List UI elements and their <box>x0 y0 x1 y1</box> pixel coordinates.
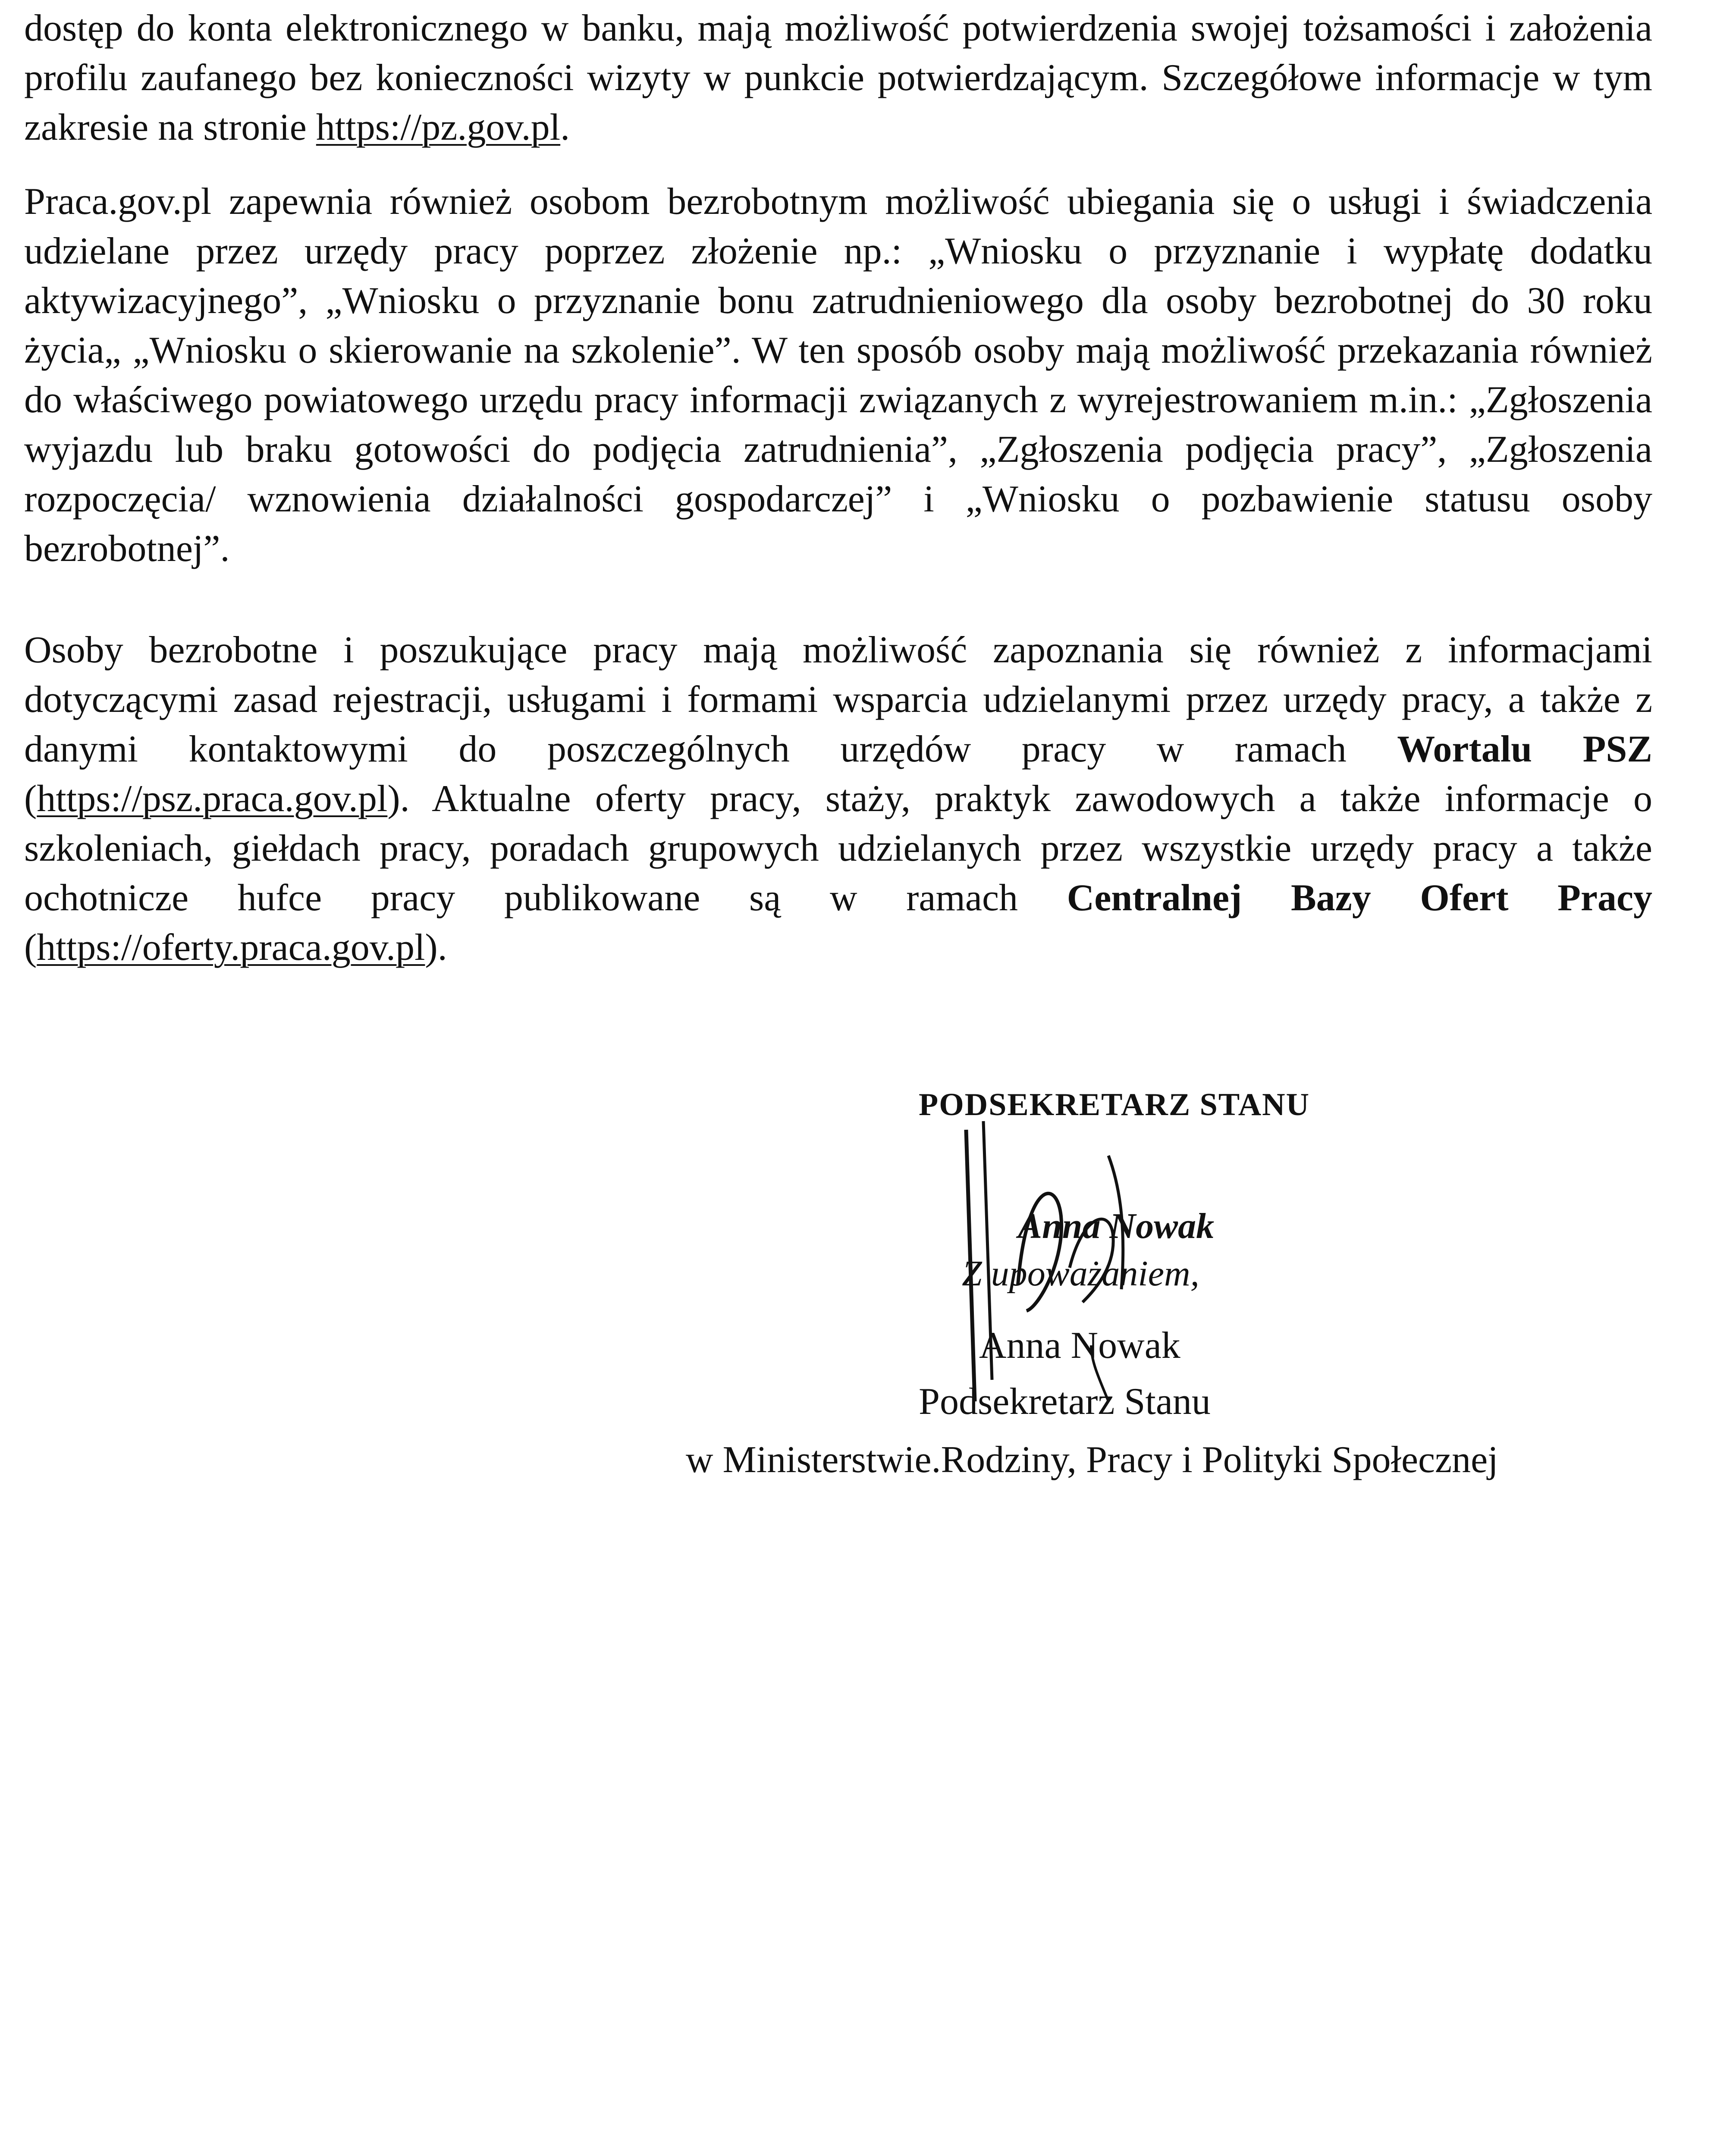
p3-part1: Osoby bezrobotne i poszukujące pracy mają możliwość zapoznania się również z informacjami dotyczącymi zasad rejestracji, usługami i formami wsparcia udzielanymi przez urzędy pracy, a także z danymi kontaktowymi do poszczególnych urzędów pracy w ramach <box>24 629 1652 770</box>
signer-name: Anna Nowak <box>979 1325 1180 1366</box>
paragraph-wortal-psz <box>24 625 1652 972</box>
pz-gov-link[interactable]: https://pz.gov.pl <box>316 107 561 148</box>
p3-part2: ( <box>24 778 37 820</box>
stamp-name: Anna Nowak <box>1018 1206 1215 1246</box>
paragraph-profil-zaufany <box>24 3 1652 152</box>
p1-text: dostęp do konta elektronicznego w banku, mają możliwość potwierdzenia swojej tożsamości i założenia profilu zaufanego bez konieczności wizyty w punkcie potwierdzającym. Szczegółowe informacje w tym zakresie na stronie <box>24 7 1652 148</box>
p3-part4: ( <box>24 927 37 968</box>
wortal-psz-bold: Wortalu PSZ <box>1397 728 1652 770</box>
signer-organization: w Ministerstwie.Rodziny, Pracy i Polityki Społecznej <box>686 1439 1498 1481</box>
p2-text: Praca.gov.pl zapewnia również osobom bezrobotnym możliwość ubiegania się o usługi i świadczenia udzielane przez urzędy pracy poprzez złożenie np.: „Wniosku o przyznanie i wypłatę dodatku aktywizacyjnego”, „Wniosku o przyznanie bonu zatrudnieniowego dla osoby bezrobotnej do 30 roku życia„ „Wniosku o skierowanie na szkolenie”. W ten sposób osoby mają możliwość przekazania również do właściwego powiatowego urzędu pracy informacji związanych z wyrejestrowaniem m.in.: „Zgłoszenia wyjazdu lub braku gotowości do podjęcia zatrudnienia”, „Zgłoszenia podjęcia pracy”, „Zgłoszenia rozpoczęcia/ wznowienia działalności gospodarczej” i „Wniosku o pozbawienie statusu osoby bezrobotnej”. <box>24 181 1652 570</box>
p1-end: . <box>560 107 570 148</box>
stamp-regards: Z upoważaniem, <box>962 1253 1199 1294</box>
oferty-praca-link[interactable]: https://oferty.praca.gov.pl <box>37 927 425 968</box>
p3-part5: ). <box>425 927 447 968</box>
p3-part3: ). Aktualne oferty pracy, staży, praktyk zawodowych a także informacje o szkoleniach, giełdach pracy, poradach grupowych udzielanych przez wszystkie urzędy pracy a także ochotnicze hufce pracy publikowane są w ramach <box>24 778 1652 919</box>
paragraph-praca-gov <box>24 177 1652 573</box>
cbop-bold: Centralnej Bazy Ofert Pracy <box>1067 877 1653 919</box>
psz-praca-link[interactable]: https://psz.praca.gov.pl <box>37 778 388 820</box>
stamp-title: PODSEKRETARZ STANU <box>919 1087 1310 1122</box>
signer-role: Podsekretarz Stanu <box>919 1381 1211 1423</box>
